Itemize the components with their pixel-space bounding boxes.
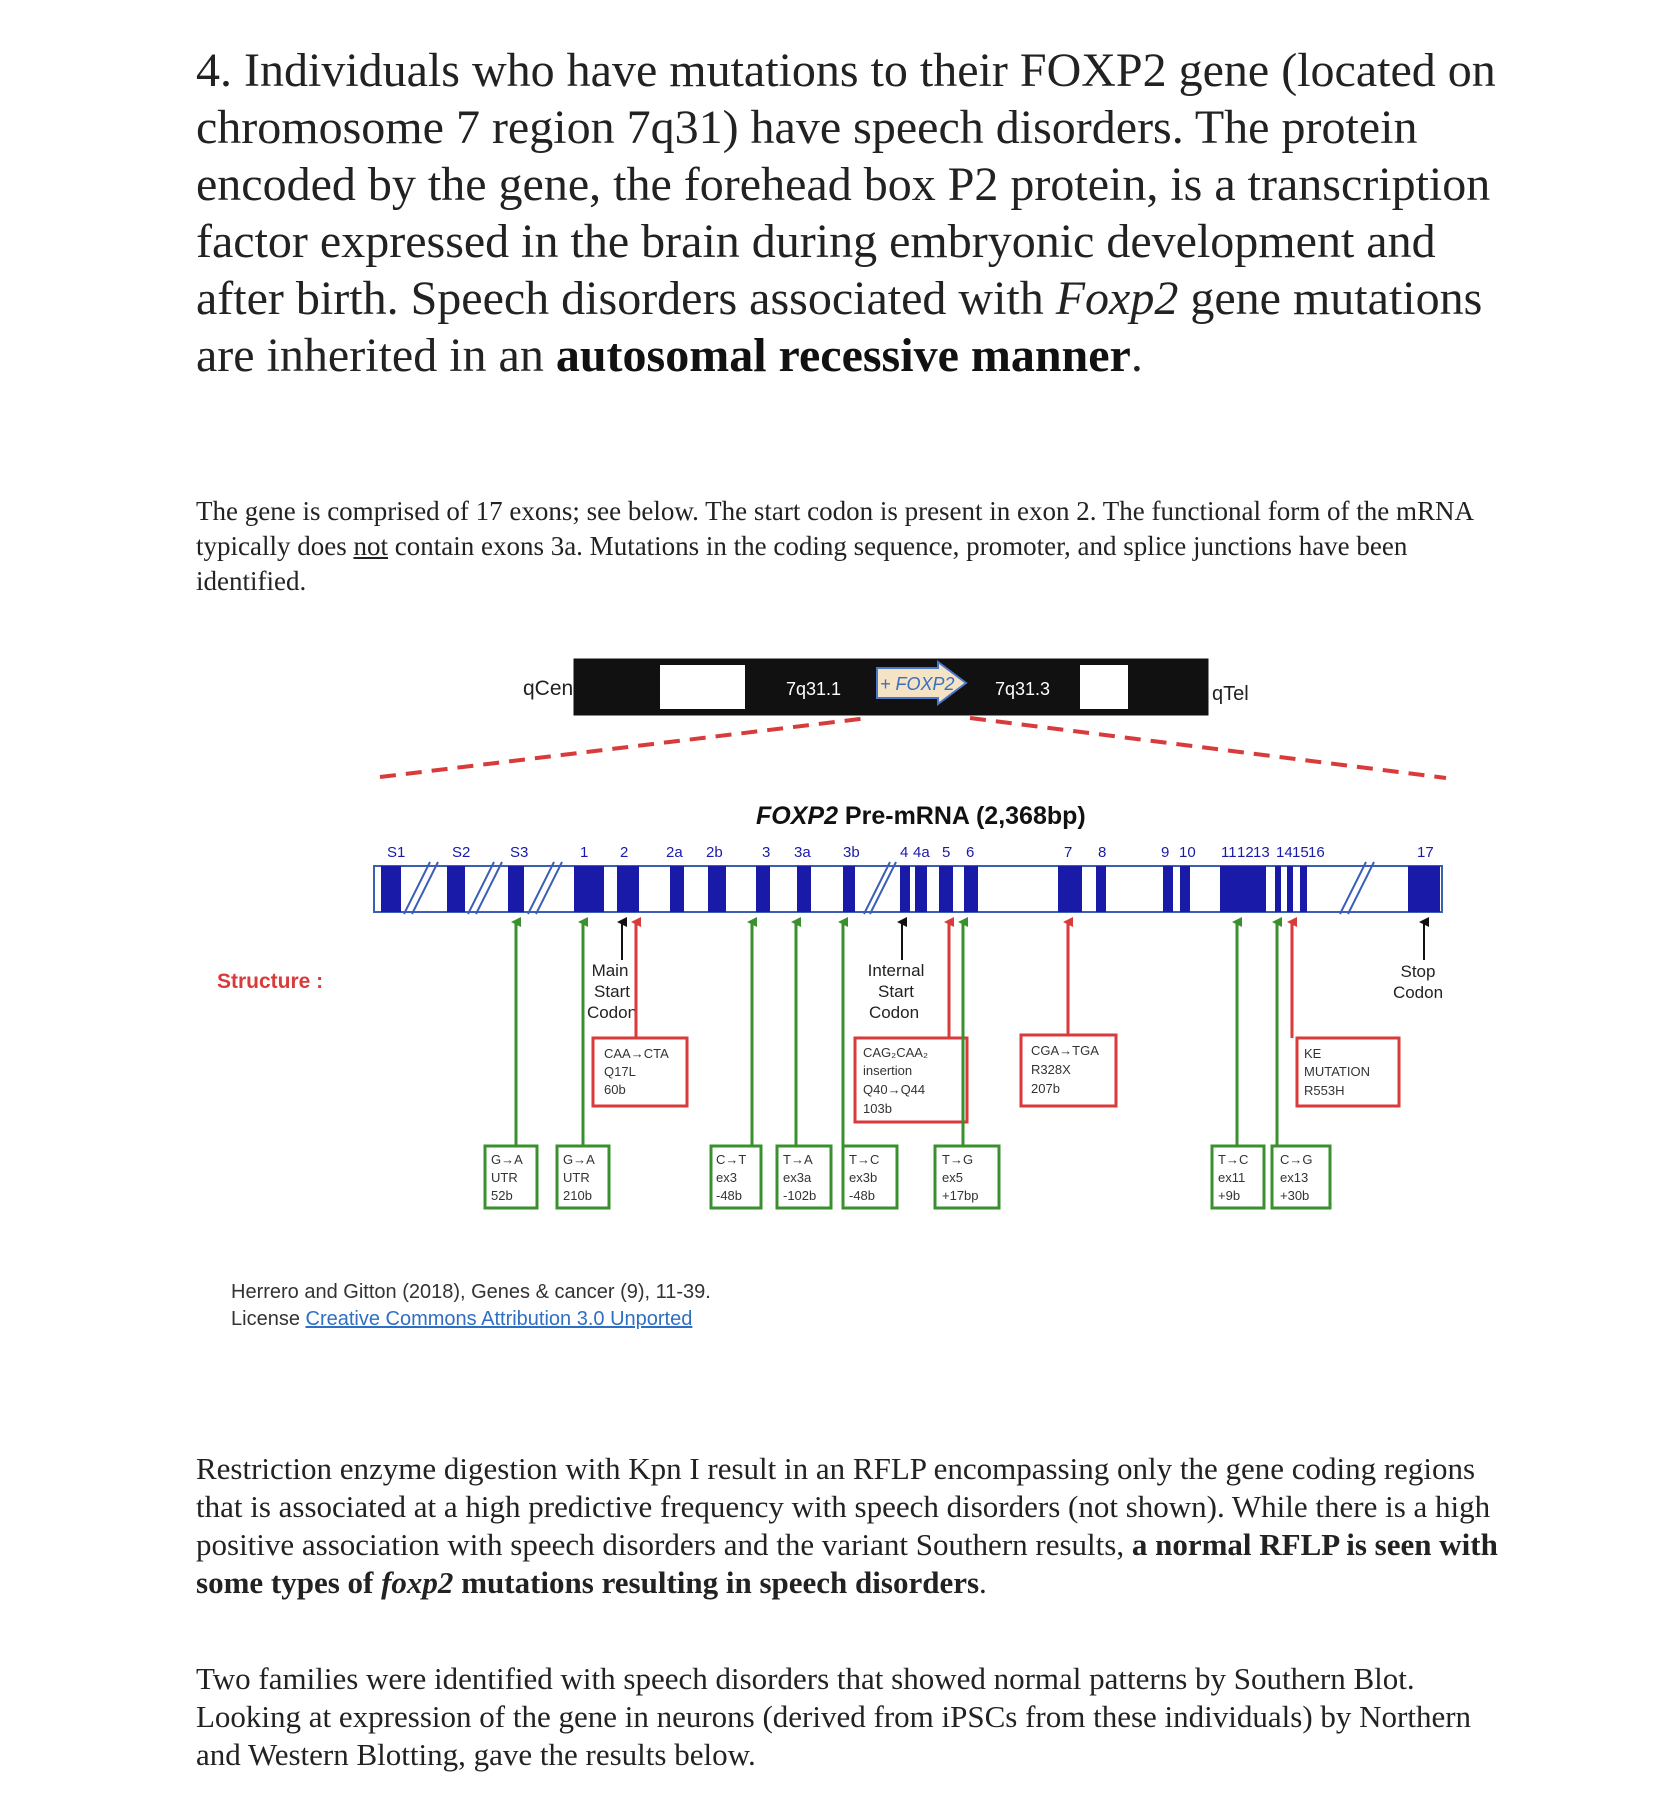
green-box-3-line1: C→T [716, 1152, 747, 1167]
internal-start-line1: Internal [867, 961, 925, 980]
exon-2a [670, 866, 684, 912]
green-box-5-line3: -48b [849, 1188, 876, 1203]
exon-s2 [447, 866, 465, 912]
families-paragraph: Two families were identified with speech disorders that showed normal patterns by Southern Blot. Looking at expression of the gene in neurons (derived from iPSCs from these individuals) by Northern and Western Blotting, gave the results below. [196, 1661, 1472, 1772]
green-box-1-line1: G→A [491, 1152, 523, 1167]
exon-label-2a: 2a [666, 844, 683, 861]
foxp2-structure-figure [0, 640, 1666, 1360]
exon-label-15: 15 [1292, 844, 1309, 861]
premrna-title: FOXP2 Pre-mRNA (2,368bp) [756, 802, 1086, 830]
exon-label-11: 11 [1221, 844, 1237, 861]
exon-label-14: 14 [1276, 844, 1293, 861]
question-heading [196, 42, 1496, 384]
rflp-gene-italic: foxp2 [381, 1565, 454, 1600]
red-box-r328x-line3: 207b [1031, 1081, 1060, 1096]
intro-text: The gene is comprised of 17 exons; see below. The start codon is present in exon 2. The functional form of the mRNA typically does [196, 496, 1473, 561]
exon-labels [387, 844, 1434, 861]
exon-2b [708, 866, 726, 912]
green-box-8-line1: C→G [1280, 1152, 1313, 1167]
exon-4 [900, 866, 910, 912]
red-box-q40q44-line4: 103b [863, 1101, 892, 1116]
qtel-label: qTel [1212, 683, 1249, 705]
red-box-r328x-line1: CGA→TGA [1031, 1043, 1099, 1058]
exon-label-s3: S3 [510, 844, 529, 861]
intro-text-end: contain exons 3a. Mutations in the coding sequence, promoter, and splice junctions have been identified. [196, 531, 1408, 596]
exon-11-13 [1220, 866, 1266, 912]
exon-5 [939, 866, 953, 912]
question-text-continued: gene mutations are inherited in an [196, 272, 1483, 382]
green-box-3-line3: -48b [716, 1188, 743, 1203]
exon-s3 [508, 866, 524, 912]
exon-label-12: 12 [1237, 844, 1254, 861]
citation-license [231, 1308, 692, 1330]
green-box-3-line2: ex3 [716, 1170, 737, 1185]
exon-6 [964, 866, 978, 912]
exon-label-7: 7 [1064, 844, 1073, 861]
green-box-6-line1: T→G [942, 1152, 974, 1167]
exon-s1 [381, 866, 401, 912]
internal-start-line3: Codon [868, 1003, 920, 1022]
exon-3b [843, 866, 855, 912]
band-7q31-1: 7q31.1 [786, 679, 842, 699]
red-box-r328x-line2: R328X [1031, 1062, 1071, 1077]
exon-7 [1058, 866, 1082, 912]
green-box-2-line2: UTR [563, 1170, 590, 1185]
green-box-8-line3: +30b [1280, 1188, 1310, 1203]
internal-start-line2: Start [878, 982, 914, 1001]
gene-track [374, 862, 1442, 914]
license-link[interactable]: Creative Commons Attribution 3.0 Unported [305, 1308, 693, 1330]
exon-label-2b: 2b [706, 844, 723, 861]
exon-14 [1275, 866, 1281, 912]
green-box-4-line1: T→A [783, 1152, 813, 1167]
rflp-paragraph [196, 1450, 1506, 1602]
red-box-r553h-line3: R553H [1304, 1083, 1345, 1098]
inheritance-mode: autosomal recessive manner [555, 329, 1131, 382]
rflp-text: Restriction enzyme digestion with Kpn I result in an RFLP encompassing only the gene coding regions that is associated at a high predictive frequency with speech disorders (not shown). While there is a high positive association with speech disorders and the variant Southern results, [196, 1451, 1491, 1562]
green-box-6-line2: ex5 [942, 1170, 963, 1185]
stop-codon-line1: Stop [1400, 962, 1436, 981]
red-box-r553h-line2: MUTATION [1304, 1064, 1370, 1079]
citation-text: Herrero and Gitton (2018), Genes & cancer (9), 11-39. [231, 1281, 711, 1303]
green-box-4-line3: -102b [783, 1188, 817, 1203]
rflp-bold-end: mutations resulting in speech disorders [453, 1565, 980, 1600]
green-box-7-line1: T→C [1218, 1152, 1249, 1167]
exon-label-6: 6 [966, 844, 975, 861]
exon-label-2: 2 [620, 844, 629, 861]
exon-17 [1408, 866, 1440, 912]
exon-label-9: 9 [1161, 844, 1170, 861]
exon-label-17: 17 [1417, 844, 1434, 861]
exon-8 [1096, 866, 1106, 912]
exon-label-3a: 3a [794, 844, 811, 861]
exon-label-s2: S2 [452, 844, 471, 861]
exon-4a [915, 866, 927, 912]
stop-codon-line2: Codon [1392, 983, 1444, 1002]
green-box-2-line1: G→A [563, 1152, 595, 1167]
exon-2 [617, 866, 639, 912]
exon-3 [756, 866, 770, 912]
qcen-label: qCen [523, 677, 574, 700]
zoom-line-right [970, 718, 1446, 778]
exon-label-3: 3 [762, 844, 771, 861]
intro-paragraph [196, 494, 1496, 599]
heading-period: . [1130, 329, 1143, 382]
band-7q31-3: 7q31.3 [995, 679, 1051, 699]
exon-label-s1: S1 [387, 844, 406, 861]
green-box-5-line1: T→C [849, 1152, 880, 1167]
chromosome-band [523, 660, 1249, 714]
question-text: 4. Individuals who have mutations to their FOXP2 gene (located on chromosome 7 region 7q31) have speech disorders. The protein encoded by the gene, the forehead box P2 protein, is a transcription factor expressed in the brain during embryonic development and after birth. Speech disorders associated with [196, 44, 1496, 325]
gene-name-italic: Foxp2 [1055, 272, 1179, 325]
exon-label-3b: 3b [843, 844, 860, 861]
green-box-5-line2: ex3b [849, 1170, 878, 1185]
red-box-q40q44-line2: insertion [863, 1063, 913, 1078]
exon-label-4: 4 [900, 844, 909, 861]
exon-label-4a: 4a [913, 844, 930, 861]
red-box-q40q44-line1: CAG₂CAA₂ [863, 1045, 928, 1060]
green-box-6-line3: +17bp [942, 1188, 979, 1203]
red-box-r553h-line1: KE [1304, 1046, 1322, 1061]
structure-label: Structure : [217, 970, 324, 993]
zoom-line-left [380, 718, 868, 777]
green-box-8-line2: ex13 [1280, 1170, 1309, 1185]
foxp2-locus-label: + FOXP2 [880, 674, 955, 694]
green-box-1-line2: UTR [491, 1170, 518, 1185]
green-box-1-line3: 52b [491, 1188, 513, 1203]
exon-label-13: 13 [1253, 844, 1270, 861]
green-box-7-line3: +9b [1218, 1188, 1241, 1203]
exon-label-1: 1 [580, 844, 589, 861]
license-label: License [231, 1308, 306, 1330]
green-box-7-line2: ex11 [1218, 1170, 1246, 1185]
intro-underlined: not [353, 531, 388, 561]
exon-label-10: 10 [1179, 844, 1196, 861]
exon-label-8: 8 [1098, 844, 1107, 861]
green-box-2-line3: 210b [563, 1188, 592, 1203]
main-start-line3: Codon [586, 1003, 638, 1022]
exon-10 [1180, 866, 1190, 912]
exon-label-5: 5 [942, 844, 951, 861]
red-box-q17l-line2: Q17L [604, 1064, 636, 1079]
red-box-q17l-line1: CAA→CTA [604, 1046, 669, 1061]
red-box-q17l-line3: 60b [604, 1082, 626, 1097]
exon-3a [797, 866, 811, 912]
gene-diagram [0, 640, 1666, 1360]
rflp-period: . [979, 1565, 987, 1600]
red-box-q40q44-line3: Q40→Q44 [863, 1082, 926, 1097]
exon-9 [1163, 866, 1173, 912]
main-start-line1: Main [591, 961, 629, 980]
main-start-line2: Start [594, 982, 630, 1001]
exon-1 [574, 866, 604, 912]
rflp-bold-start: a normal RFLP is seen with some types of [196, 1527, 1498, 1600]
exon-16 [1300, 866, 1307, 912]
exon-15 [1287, 866, 1293, 912]
green-box-4-line2: ex3a [783, 1170, 812, 1185]
exon-label-16: 16 [1308, 844, 1325, 861]
